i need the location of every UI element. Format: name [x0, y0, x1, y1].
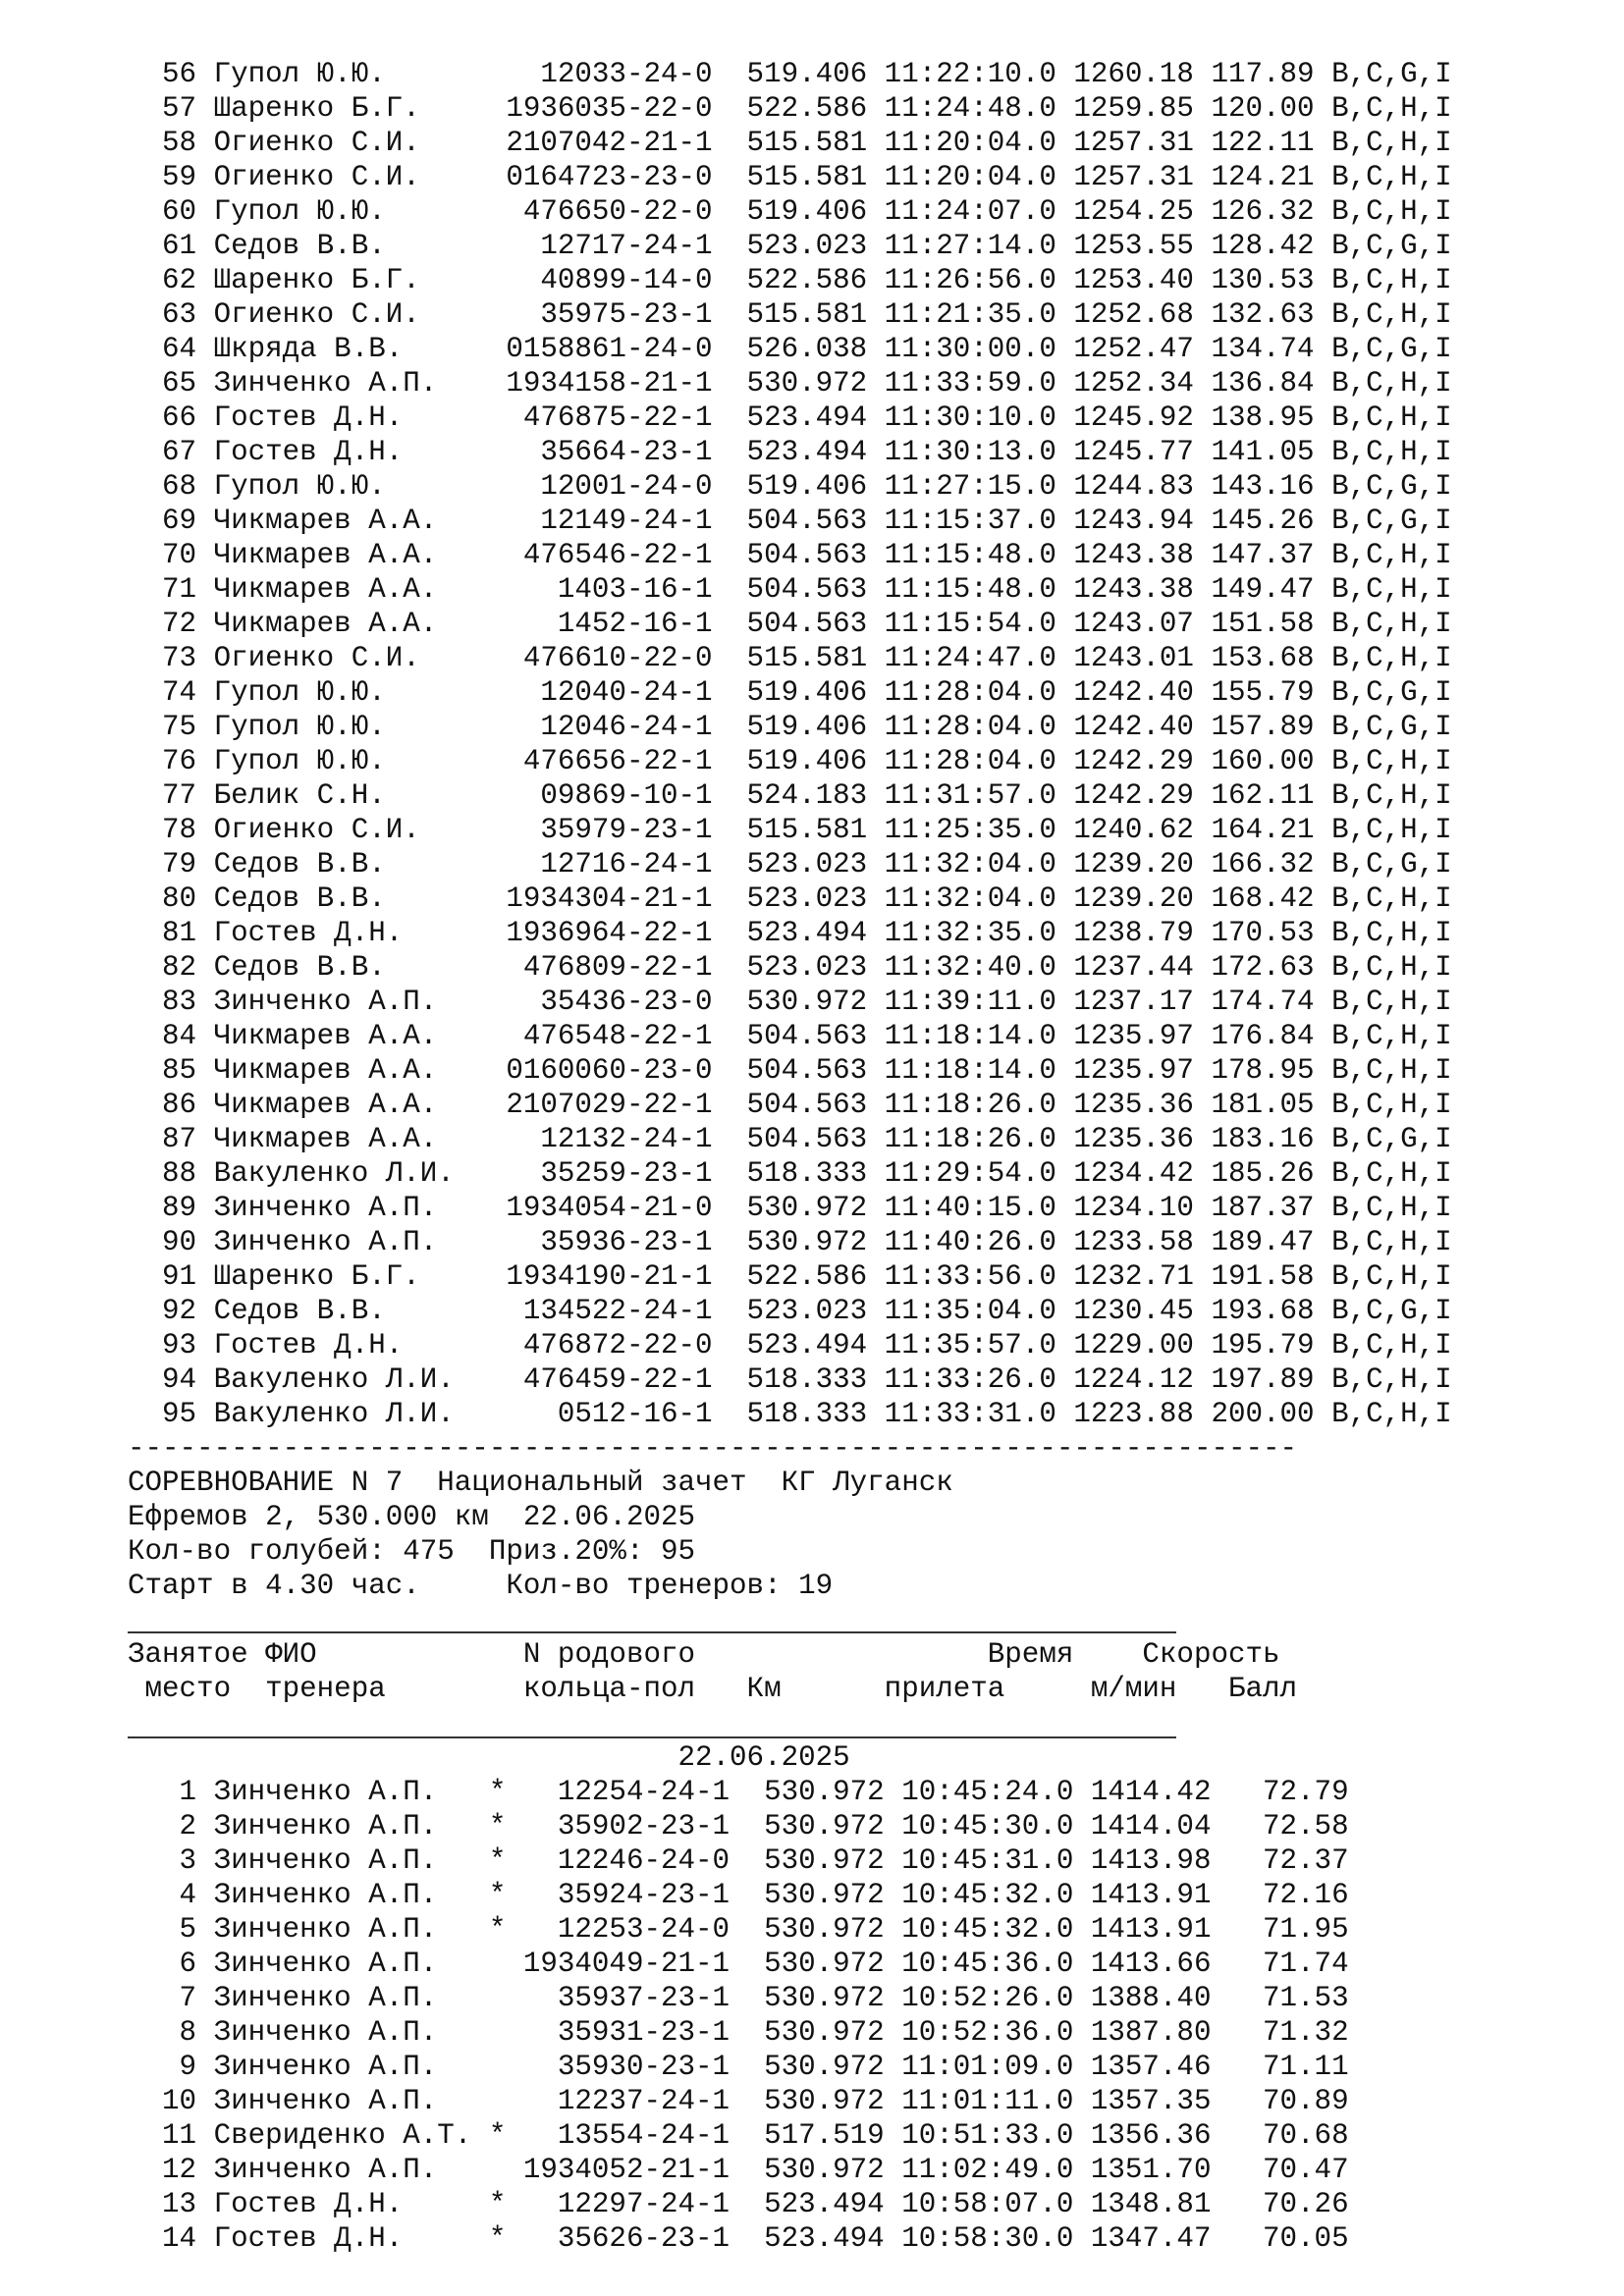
table-row: 84 Чикмарев А.А. 476548-22-1 504.563 11:18:14.0 1235.97 176.84 B,C,H,I — [128, 1020, 1452, 1052]
table-row: 3 Зинченко А.П. * 12246-24-0 530.972 10:45:31.0 1413.98 72.37 — [128, 1844, 1349, 1877]
table-header-row1: Занятое ФИО N родового Время Скорость — [128, 1638, 1280, 1671]
date-row: 22.06.2025 — [128, 1741, 850, 1774]
table-row: 63 Огиенко С.И. 35975-23-1 515.581 11:21:35.0 1252.68 132.63 B,C,H,I — [128, 298, 1452, 331]
table-row: 78 Огиенко С.И. 35979-23-1 515.581 11:25:35.0 1240.62 164.21 B,C,H,I — [128, 814, 1452, 846]
table-row: 62 Шаренко Б.Г. 40899-14-0 522.586 11:26:56.0 1253.40 130.53 B,C,H,I — [128, 264, 1452, 296]
table-row: 57 Шаренко Б.Г. 1936035-22-0 522.586 11:24:48.0 1259.85 120.00 B,C,H,I — [128, 92, 1452, 125]
table-row: 1 Зинченко А.П. * 12254-24-1 530.972 10:45:24.0 1414.42 72.79 — [128, 1776, 1349, 1808]
competition-line1: СОРЕВНОВАНИЕ N 7 Национальный зачет КГ Луганск — [128, 1467, 953, 1499]
table-row: 73 Огиенко С.И. 476610-22-0 515.581 11:24:47.0 1243.01 153.68 B,C,H,I — [128, 642, 1452, 674]
header-rule-top — [128, 1631, 1176, 1633]
table-row: 65 Зинченко А.П. 1934158-21-1 530.972 11:33:59.0 1252.34 136.84 B,C,H,I — [128, 367, 1452, 400]
table-row: 76 Гупол Ю.Ю. 476656-22-1 519.406 11:28:04.0 1242.29 160.00 B,C,H,I — [128, 745, 1452, 777]
table-row: 74 Гупол Ю.Ю. 12040-24-1 519.406 11:28:04.0 1242.40 155.79 B,C,G,I — [128, 676, 1452, 709]
table-row: 88 Вакуленко Л.И. 35259-23-1 518.333 11:29:54.0 1234.42 185.26 B,C,H,I — [128, 1157, 1452, 1190]
table-row: 67 Гостев Д.Н. 35664-23-1 523.494 11:30:13.0 1245.77 141.05 B,C,H,I — [128, 436, 1452, 468]
table-row: 92 Седов В.В. 134522-24-1 523.023 11:35:04.0 1230.45 193.68 B,C,G,I — [128, 1295, 1452, 1327]
table-row: 87 Чикмарев А.А. 12132-24-1 504.563 11:18:26.0 1235.36 183.16 B,C,G,I — [128, 1123, 1452, 1155]
table-row: 72 Чикмарев А.А. 1452-16-1 504.563 11:15:54.0 1243.07 151.58 B,C,H,I — [128, 608, 1452, 640]
table-row: 61 Седов В.В. 12717-24-1 523.023 11:27:14.0 1253.55 128.42 B,C,G,I — [128, 230, 1452, 262]
table-row: 90 Зинченко А.П. 35936-23-1 530.972 11:40:26.0 1233.58 189.47 B,C,H,I — [128, 1226, 1452, 1258]
table-row: 79 Седов В.В. 12716-24-1 523.023 11:32:04.0 1239.20 166.32 B,C,G,I — [128, 848, 1452, 881]
table-row: 56 Гупол Ю.Ю. 12033-24-0 519.406 11:22:10.0 1260.18 117.89 B,C,G,I — [128, 58, 1452, 90]
table-row: 10 Зинченко А.П. 12237-24-1 530.972 11:01:11.0 1357.35 70.89 — [128, 2085, 1349, 2117]
competition-line4: Старт в 4.30 час. Кол-во тренеров: 19 — [128, 1570, 834, 1602]
table-row: 77 Белик С.Н. 09869-10-1 524.183 11:31:57.0 1242.29 162.11 B,C,H,I — [128, 779, 1452, 812]
table-row: 5 Зинченко А.П. * 12253-24-0 530.972 10:45:32.0 1413.91 71.95 — [128, 1913, 1349, 1946]
table-row: 91 Шаренко Б.Г. 1934190-21-1 522.586 11:33:56.0 1232.71 191.58 B,C,H,I — [128, 1260, 1452, 1293]
competition-line2: Ефремов 2, 530.000 км 22.06.2025 — [128, 1501, 696, 1533]
table-row: 7 Зинченко А.П. 35937-23-1 530.972 10:52:26.0 1388.40 71.53 — [128, 1982, 1349, 2014]
table-row: 6 Зинченко А.П. 1934049-21-1 530.972 10:45:36.0 1413.66 71.74 — [128, 1948, 1349, 1980]
table-row: 71 Чикмарев А.А. 1403-16-1 504.563 11:15:48.0 1243.38 149.47 B,C,H,I — [128, 573, 1452, 606]
table-row: 60 Гупол Ю.Ю. 476650-22-0 519.406 11:24:07.0 1254.25 126.32 B,C,H,I — [128, 195, 1452, 228]
table-row: 81 Гостев Д.Н. 1936964-22-1 523.494 11:32:35.0 1238.79 170.53 B,C,H,I — [128, 917, 1452, 949]
table-row: 82 Седов В.В. 476809-22-1 523.023 11:32:40.0 1237.44 172.63 B,C,H,I — [128, 951, 1452, 984]
table-row: 80 Седов В.В. 1934304-21-1 523.023 11:32:04.0 1239.20 168.42 B,C,H,I — [128, 882, 1452, 915]
table-row: 11 Свериденко А.Т. * 13554-24-1 517.519 10:51:33.0 1356.36 70.68 — [128, 2119, 1349, 2152]
table-row: 69 Чикмарев А.А. 12149-24-1 504.563 11:15:37.0 1243.94 145.26 B,C,G,I — [128, 505, 1452, 537]
table-row: 12 Зинченко А.П. 1934052-21-1 530.972 11:02:49.0 1351.70 70.47 — [128, 2154, 1349, 2186]
table-row: 95 Вакуленко Л.И. 0512-16-1 518.333 11:33:31.0 1223.88 200.00 B,C,H,I — [128, 1398, 1452, 1430]
table-row: 68 Гупол Ю.Ю. 12001-24-0 519.406 11:27:15.0 1244.83 143.16 B,C,G,I — [128, 470, 1452, 503]
table-row: 58 Огиенко С.И. 2107042-21-1 515.581 11:20:04.0 1257.31 122.11 B,C,H,I — [128, 127, 1452, 159]
table-row: 93 Гостев Д.Н. 476872-22-0 523.494 11:35:57.0 1229.00 195.79 B,C,H,I — [128, 1329, 1452, 1362]
competition-line3: Кол-во голубей: 475 Приз.20%: 95 — [128, 1535, 696, 1568]
table-row: 13 Гостев Д.Н. * 12297-24-1 523.494 10:58:07.0 1348.81 70.26 — [128, 2188, 1349, 2220]
header-rule-middle — [128, 1736, 1176, 1738]
table-row: 59 Огиенко С.И. 0164723-23-0 515.581 11:20:04.0 1257.31 124.21 B,C,H,I — [128, 161, 1452, 193]
table-row: 64 Шкряда В.В. 0158861-24-0 526.038 11:30:00.0 1252.47 134.74 B,C,G,I — [128, 333, 1452, 365]
table-row: 94 Вакуленко Л.И. 476459-22-1 518.333 11:33:26.0 1224.12 197.89 B,C,H,I — [128, 1363, 1452, 1396]
table-row: 86 Чикмарев А.А. 2107029-22-1 504.563 11:18:26.0 1235.36 181.05 B,C,H,I — [128, 1089, 1452, 1121]
table-header-row2: место тренера кольца-пол Км прилета м/мин Балл — [128, 1673, 1298, 1705]
table-row: 83 Зинченко А.П. 35436-23-0 530.972 11:39:11.0 1237.17 174.74 B,C,H,I — [128, 986, 1452, 1018]
table-row: 8 Зинченко А.П. 35931-23-1 530.972 10:52:36.0 1387.80 71.32 — [128, 2016, 1349, 2049]
spacer — [128, 1706, 1452, 1740]
table-row: 2 Зинченко А.П. * 35902-23-1 530.972 10:45:30.0 1414.04 72.58 — [128, 1810, 1349, 1842]
table-row: 89 Зинченко А.П. 1934054-21-0 530.972 11:40:15.0 1234.10 187.37 B,C,H,I — [128, 1192, 1452, 1224]
table-row: 9 Зинченко А.П. 35930-23-1 530.972 11:01:09.0 1357.46 71.11 — [128, 2051, 1349, 2083]
table-row: 85 Чикмарев А.А. 0160060-23-0 504.563 11:18:14.0 1235.97 178.95 B,C,H,I — [128, 1054, 1452, 1087]
separator-dashed: -------------------------------------------------------------------- — [128, 1432, 1298, 1465]
table-row: 70 Чикмарев А.А. 476546-22-1 504.563 11:15:48.0 1243.38 147.37 B,C,H,I — [128, 539, 1452, 571]
table-row: 4 Зинченко А.П. * 35924-23-1 530.972 10:45:32.0 1413.91 72.16 — [128, 1879, 1349, 1911]
table-row: 14 Гостев Д.Н. * 35626-23-1 523.494 10:58:30.0 1347.47 70.05 — [128, 2222, 1349, 2255]
table-row: 75 Гупол Ю.Ю. 12046-24-1 519.406 11:28:04.0 1242.40 157.89 B,C,G,I — [128, 711, 1452, 743]
table-row: 66 Гостев Д.Н. 476875-22-1 523.494 11:30:10.0 1245.92 138.95 B,C,H,I — [128, 401, 1452, 434]
results-listing — [128, 57, 1452, 2256]
